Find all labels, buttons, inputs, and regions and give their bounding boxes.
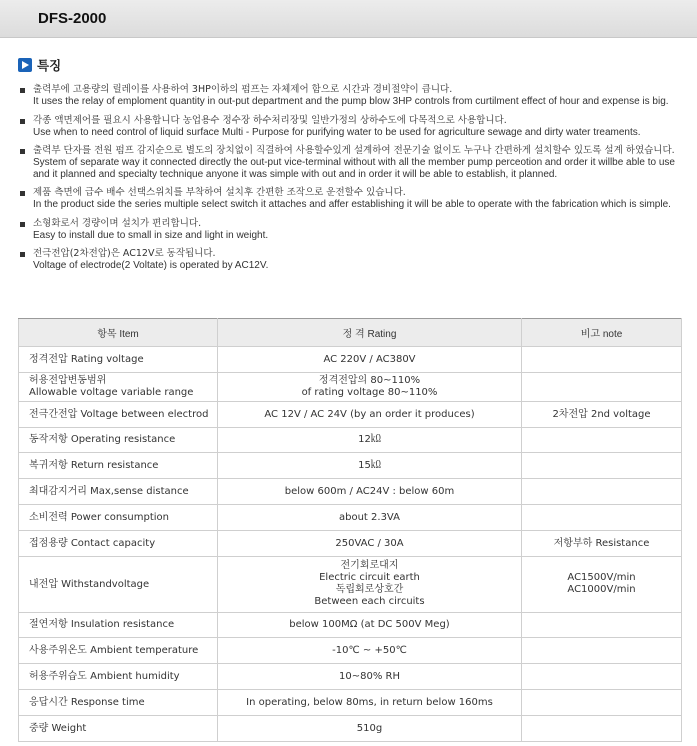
table-row: [19, 427, 682, 453]
table-row: [19, 479, 682, 505]
spec-item-cell: 허용전압변동범위 Allowable voltage variable range: [19, 372, 218, 401]
spec-item-cell: 최대감지거리 Max,sense distance: [19, 479, 218, 505]
header-note: 비고 note: [522, 319, 682, 347]
spec-item-cell: 정격전압 Rating voltage: [19, 347, 218, 373]
square-bullet-icon: [20, 149, 25, 154]
spec-note-cell: [522, 372, 682, 401]
play-arrow-icon: [18, 58, 32, 72]
feature-item: [20, 218, 688, 242]
spec-note-cell: [522, 715, 682, 741]
feature-item: [20, 145, 688, 180]
spec-note-cell: 2차전압 2nd voltage: [522, 401, 682, 427]
feature-text-ko: 각종 액면제어를 필요시 사용합니다 농업용수 정수장 하수처리장및 일반가정의 상하수도에 다목적으로 사용합니다.: [33, 114, 507, 126]
table-row: [19, 372, 682, 401]
table-header-row: [19, 319, 682, 347]
spec-rating-cell: about 2.3VA: [218, 504, 522, 530]
section-header: [18, 57, 61, 73]
spec-item-cell: 중량 Weight: [19, 715, 218, 741]
table-row: [19, 556, 682, 612]
feature-item: [20, 187, 688, 211]
spec-item-cell: 허용주위습도 Ambient humidity: [19, 664, 218, 690]
table-row: [19, 530, 682, 556]
spec-rating-cell: AC 220V / AC380V: [218, 347, 522, 373]
feature-text-en: Voltage of electrode(2 Voltate) is operated by AC12V.: [33, 260, 269, 271]
square-bullet-icon: [20, 252, 25, 257]
spec-note-cell: 저항부하 Resistance: [522, 530, 682, 556]
feature-text-en: System of separate way it connected directly the out-put vice-terminal without with all the member pump perceotion and order it willbe able to use and it planned and specialty technique anyone it was simple with out and in order it will be able to establish, it planned.: [33, 157, 675, 180]
spec-note-cell: [522, 638, 682, 664]
spec-note-cell: [522, 347, 682, 373]
feature-text-ko: 전극전압(2차전압)은 AC12V로 동작됩니다.: [33, 248, 216, 259]
spec-note-cell: [522, 612, 682, 638]
spec-item-cell: 내전압 Withstandvoltage: [19, 556, 218, 612]
spec-item-cell: 복귀저항 Return resistance: [19, 453, 218, 479]
spec-rating-cell: 250VAC / 30A: [218, 530, 522, 556]
feature-item: [20, 115, 688, 139]
spec-rating-cell: 510g: [218, 715, 522, 741]
table-row: [19, 689, 682, 715]
table-row: [19, 638, 682, 664]
feature-text-en: Easy to install due to small in size and light in weight.: [33, 229, 269, 241]
spec-rating-cell: 10~80% RH: [218, 664, 522, 690]
feature-text-ko: 제품 측면에 급수 배수 선택스위치를 부착하여 설치후 간편한 조작으로 운전할수 있습니다.: [33, 187, 406, 198]
feature-text-ko: 출력부 단자를 전원 펌프 감지순으로 별도의 장치없이 직결하여 사용할수있게 설계하여 전문기술 없이도 누구나 간편하게 설치할수 있도록 설계 하였습니다.: [33, 145, 675, 156]
spec-note-cell: [522, 453, 682, 479]
spec-rating-cell: 정격전압의 80~110% of rating voltage 80~110%: [218, 372, 522, 401]
section-title: 특징: [37, 58, 62, 73]
spec-note-cell: [522, 427, 682, 453]
spec-note-cell: [522, 504, 682, 530]
feature-text-ko: 출력부에 고용량의 릴레이를 사용하여 3HP이하의 펌프는 자체제어 함으로 시간과 경비절약이 큽니다.: [33, 84, 453, 95]
table-row: [19, 715, 682, 741]
feature-text-ko: 소형화로서 경량이며 설치가 편리합니다.: [33, 217, 202, 229]
product-title: DFS-2000: [38, 10, 107, 27]
feature-item: [20, 248, 688, 272]
table-row: [19, 453, 682, 479]
spec-rating-cell: 15㏀: [218, 453, 522, 479]
table-row: [19, 612, 682, 638]
square-bullet-icon: [20, 222, 25, 227]
feature-list: [20, 84, 688, 279]
spec-note-cell: [522, 689, 682, 715]
title-bar: [0, 0, 697, 38]
spec-table-body: [19, 347, 682, 742]
square-bullet-icon: [20, 191, 25, 196]
spec-rating-cell: 12㏀: [218, 427, 522, 453]
spec-item-cell: 전극간전압 Voltage between electrod: [19, 401, 218, 427]
feature-text-en: It uses the relay of emploment quantity in out-put department and the pump blow 3HP controls from curtilment effect of hour and expense is big.: [33, 96, 669, 107]
spec-note-cell: [522, 479, 682, 505]
spec-item-cell: 소비전력 Power consumption: [19, 504, 218, 530]
spec-rating-cell: -10℃ ~ +50℃: [218, 638, 522, 664]
feature-text-en: In the product side the series multiple select switch it attaches and affer establishing it will be able to operate with the fabrication which is simple.: [33, 199, 671, 210]
square-bullet-icon: [20, 119, 25, 124]
table-row: [19, 401, 682, 427]
spec-table: [18, 318, 682, 742]
header-rating: 정 격 Rating: [218, 319, 522, 347]
header-item: 항목 Item: [19, 319, 218, 347]
spec-rating-cell: below 100MΩ (at DC 500V Meg): [218, 612, 522, 638]
feature-text-en: Use when to need control of liquid surface Multi - Purpose for purifying water to be used for agriculture sewage and dirty water treaments.: [33, 126, 641, 138]
spec-rating-cell: 전기회로대지 Electric circuit earth 독립회로상호간 Between each circuits: [218, 556, 522, 612]
table-row: [19, 664, 682, 690]
table-row: [19, 504, 682, 530]
spec-note-cell: AC1500V/min AC1000V/min: [522, 556, 682, 612]
spec-item-cell: 절연저항 Insulation resistance: [19, 612, 218, 638]
table-row: [19, 347, 682, 373]
spec-item-cell: 동작저항 Operating resistance: [19, 427, 218, 453]
spec-rating-cell: AC 12V / AC 24V (by an order it produces): [218, 401, 522, 427]
feature-item: [20, 84, 688, 108]
square-bullet-icon: [20, 88, 25, 93]
spec-rating-cell: below 600m / AC24V : below 60m: [218, 479, 522, 505]
spec-item-cell: 응답시간 Response time: [19, 689, 218, 715]
spec-rating-cell: In operating, below 80ms, in return below 160ms: [218, 689, 522, 715]
spec-note-cell: [522, 664, 682, 690]
spec-item-cell: 접점용량 Contact capacity: [19, 530, 218, 556]
spec-item-cell: 사용주위온도 Ambient temperature: [19, 638, 218, 664]
